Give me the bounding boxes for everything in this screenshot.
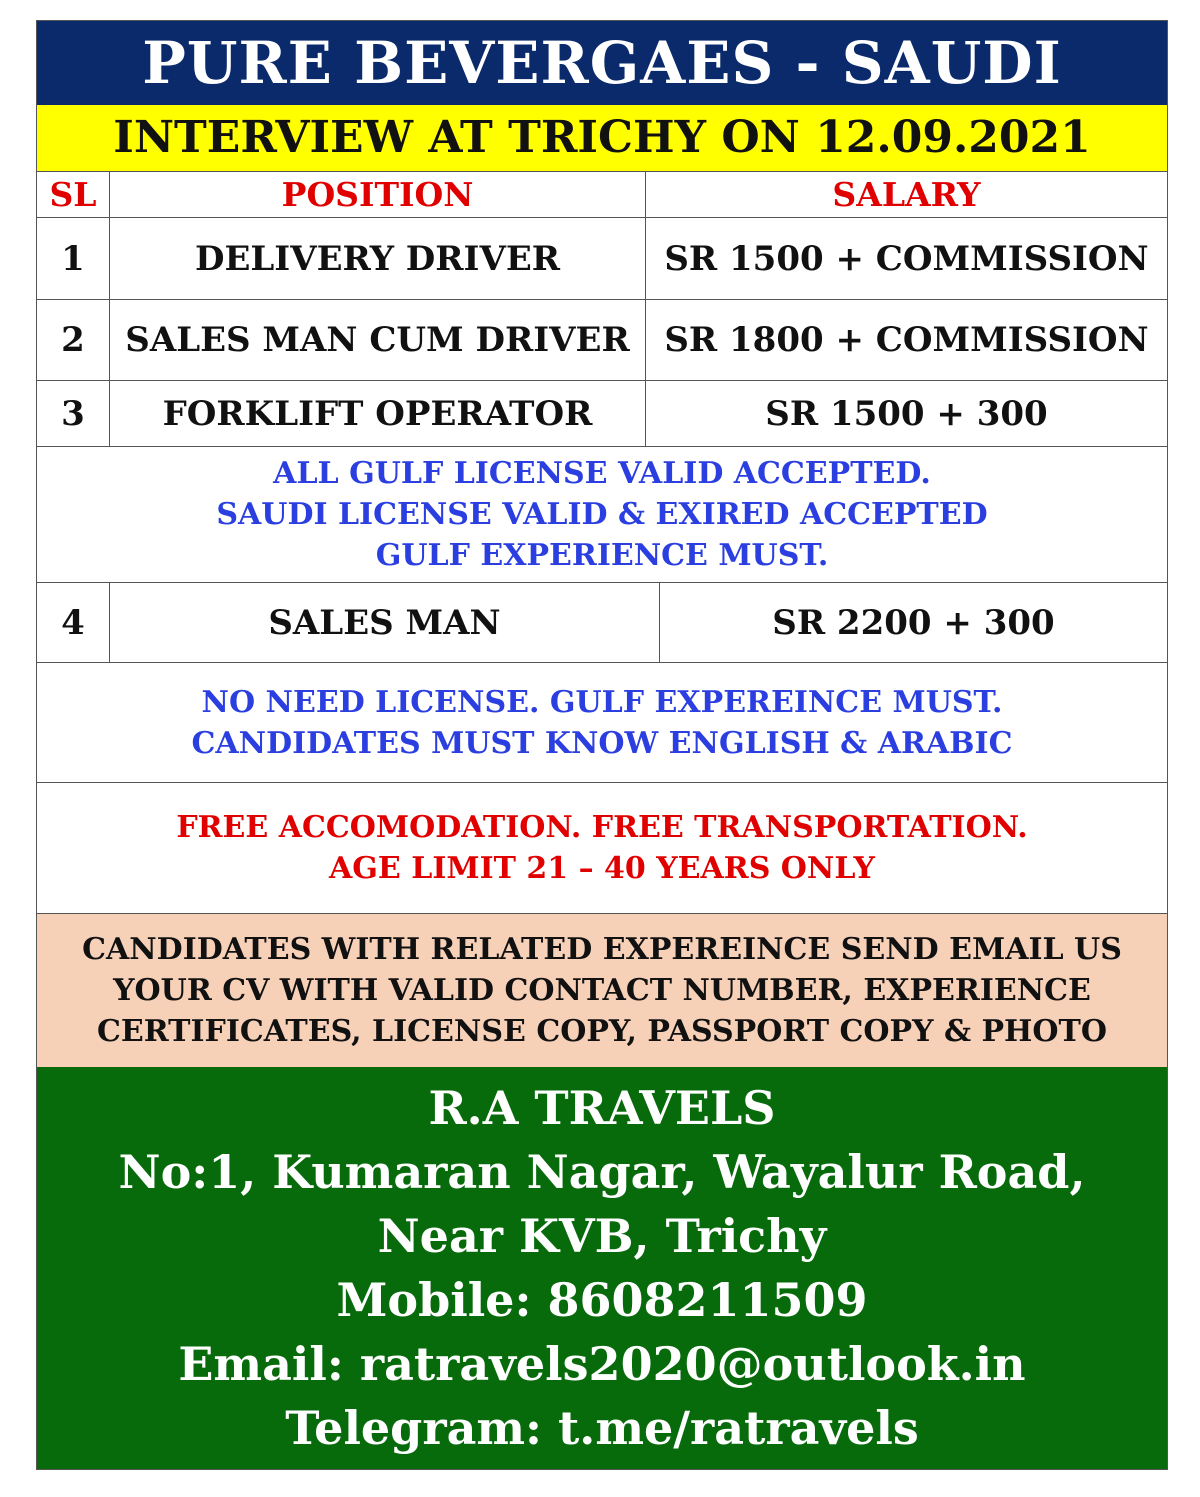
note-line: SAUDI LICENSE VALID & EXIRED ACCEPTED <box>216 497 988 532</box>
salesman-note <box>37 663 1167 783</box>
note-line: CANDIDATES MUST KNOW ENGLISH & ARABIC <box>191 725 1013 761</box>
driver-license-note <box>37 447 1167 583</box>
row-sl: 1 <box>37 218 110 299</box>
column-header-salary: SALARY <box>832 175 981 214</box>
note-line: FREE ACCOMODATION. FREE TRANSPORTATION. <box>176 810 1028 845</box>
telegram-link: Telegram: t.me/ratravels <box>285 1401 919 1455</box>
row-salary: SR 1500 + 300 <box>765 393 1048 434</box>
table-row <box>37 381 1167 447</box>
table-row <box>37 583 1167 663</box>
table-row <box>37 218 1167 300</box>
apply-line: CANDIDATES WITH RELATED EXPEREINCE SEND EMAIL US <box>82 932 1122 967</box>
mobile-number: Mobile: 8608211509 <box>336 1273 868 1327</box>
row-salary: SR 1800 + COMMISSION <box>664 320 1149 360</box>
note-line: ALL GULF LICENSE VALID ACCEPTED. <box>273 456 931 491</box>
row-salary: SR 2200 + 300 <box>772 602 1055 643</box>
address-line: No:1, Kumaran Nagar, Wayalur Road, <box>118 1145 1086 1199</box>
apply-line: CERTIFICATES, LICENSE COPY, PASSPORT COPY & PHOTO <box>97 1014 1107 1049</box>
note-line: NO NEED LICENSE. GULF EXPEREINCE MUST. <box>201 684 1003 720</box>
interview-banner: INTERVIEW AT TRICHY ON 12.09.2021 <box>37 105 1167 172</box>
row-position: DELIVERY DRIVER <box>110 218 646 299</box>
table-row <box>37 300 1167 381</box>
note-line: GULF EXPERIENCE MUST. <box>375 538 829 573</box>
column-header-sl: SL <box>37 172 110 217</box>
email-address: Email: ratravels2020@outlook.in <box>178 1337 1026 1391</box>
note-line: AGE LIMIT 21 – 40 YEARS ONLY <box>329 851 875 886</box>
benefits-note <box>37 783 1167 914</box>
row-position: SALES MAN CUM DRIVER <box>110 300 646 380</box>
row-position: FORKLIFT OPERATOR <box>110 381 646 446</box>
row-sl: 4 <box>37 583 110 662</box>
job-poster <box>36 20 1168 1470</box>
apply-instructions <box>37 914 1167 1067</box>
row-position: SALES MAN <box>110 583 660 662</box>
agency-name: R.A TRAVELS <box>428 1081 776 1135</box>
row-sl: 2 <box>37 300 110 380</box>
row-salary: SR 1500 + COMMISSION <box>664 238 1149 279</box>
address-line: Near KVB, Trichy <box>377 1209 827 1263</box>
row-sl: 3 <box>37 381 110 446</box>
apply-line: YOUR CV WITH VALID CONTACT NUMBER, EXPERIENCE <box>113 973 1091 1008</box>
table-header-row <box>37 172 1167 218</box>
column-header-position: POSITION <box>110 172 646 217</box>
poster-title: PURE BEVERGAES - SAUDI <box>37 21 1167 105</box>
contact-block <box>37 1067 1167 1469</box>
